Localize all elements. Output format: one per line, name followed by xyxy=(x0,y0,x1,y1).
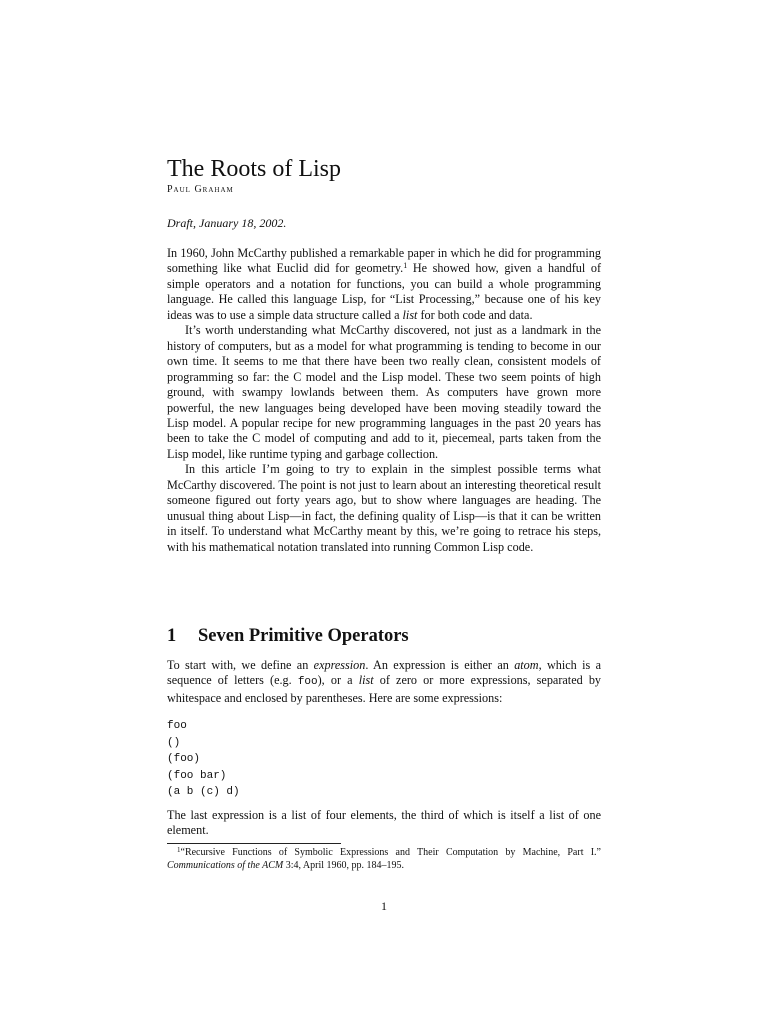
paper-page xyxy=(167,0,601,1024)
footnote-mark: 1 xyxy=(177,846,181,854)
section-title: Seven Primitive Operators xyxy=(198,626,409,646)
page-number: 1 xyxy=(381,899,387,913)
code-line: () xyxy=(167,736,181,749)
section-1-paragraph-1-wrap xyxy=(167,658,601,706)
paper-date: Draft, January 18, 2002. xyxy=(167,216,287,230)
section-1-paragraph-1 xyxy=(167,658,601,706)
intro-paragraph-1-part-a: In 1960, John McCarthy published a remarkable paper in which he did for programming something like what Euclid did for geometry. xyxy=(167,246,601,276)
intro-paragraph-1-part-c: for both code and data. xyxy=(417,307,533,322)
code-line: (foo bar) xyxy=(167,769,227,782)
footnote-journal: Communications of the ACM xyxy=(167,860,284,871)
intro-paragraph-3: In this article I’m going to try to explain in the simplest possible terms what McCarthy discovered. The point is not just to learn about an interesting theoretical result someone figured out forty years ago, but to show where languages are heading. The unusual thing about Lisp—in fact, the defining quality of Lisp—is that it can be written in itself. To understand what McCarthy meant by this, we’re going to retrace his steps, with his mathematical notation translated into running Common Lisp code. xyxy=(167,462,601,554)
footnote-text-b: 3:4, April 1960, pp. 184–195. xyxy=(283,860,405,871)
paper-title: The Roots of Lisp xyxy=(167,156,341,182)
footnote-rule xyxy=(167,843,341,844)
section-1-p1-part-c: , which is a sequence of letters (e.g. xyxy=(167,658,601,688)
section-1-p1-part-e: of zero or more expressions, separated by whitespace and enclosed by parentheses. Here are some expressions: xyxy=(167,673,602,705)
intro-paragraph-2: It’s worth understanding what McCarthy discovered, not just as a landmark in the history of computers, but as a model for what programming is tending to become in our own time. It seems to me that there have been two really clean, consistent models of programming so far: the C model and the Lisp model. These two seem points of high ground, with swampy lowlands between them. As computers have grown more powerful, the new languages being developed have been moving steadily toward the Lisp model. A popular recipe for new programming languages in the past 20 years has been to take the C model of computing and add to it, piecemeal, parts taken from the Lisp model, like runtime typing and garbage collection. xyxy=(167,323,601,461)
footnote xyxy=(167,846,601,872)
code-examples xyxy=(167,718,240,801)
intro-paragraph-1 xyxy=(167,246,601,323)
section-1-p1-part-a: To start with, we define an xyxy=(167,658,314,672)
code-line: foo xyxy=(167,720,187,732)
code-line: (a b (c) d) xyxy=(167,786,240,799)
code-line: (foo) xyxy=(167,753,201,766)
footnote-text-a: “Recursive Functions of Symbolic Expressions and Their Computation by Machine, Part I.” xyxy=(180,847,601,858)
intro-section xyxy=(167,246,601,555)
emphasis-expression: expression xyxy=(313,658,366,672)
section-1-paragraph-2: The last expression is a list of four elements, the third of which is itself a list of one element. xyxy=(167,808,601,838)
section-1-p1-part-d: ), or a xyxy=(317,673,359,688)
paper-author: Paul Graham xyxy=(167,184,234,195)
section-1-p1-part-b: . An expression is either an xyxy=(365,658,515,672)
footnote-reference: 1 xyxy=(403,261,408,271)
inline-code-foo: foo xyxy=(297,676,318,689)
emphasis-list-2: list xyxy=(358,673,374,688)
section-1-paragraph-2-wrap xyxy=(167,808,601,839)
emphasis-list: list xyxy=(402,307,418,322)
section-heading xyxy=(167,624,409,648)
section-number: 1 xyxy=(167,626,177,646)
intro-paragraph-1-part-b: He showed how, given a handful of simple operators and a notation for functions, you can build a whole programming language. He called this language Lisp, for “List Processing,” because one of his key ideas was to use a simple data structure called a xyxy=(167,261,601,322)
emphasis-atom: atom xyxy=(514,658,539,672)
